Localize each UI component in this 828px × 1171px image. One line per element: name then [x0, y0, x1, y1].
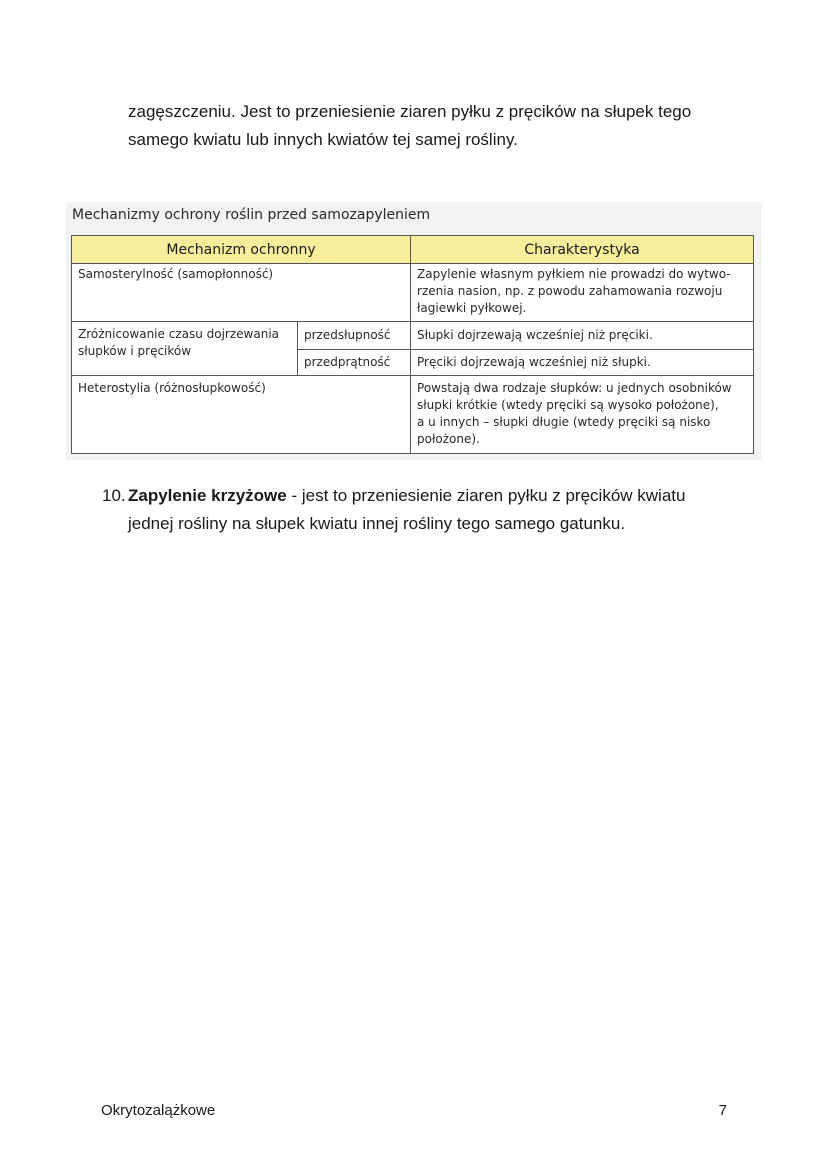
intro-line-2: samego kwiatu lub innych kwiatów tej samej rośliny. [128, 130, 518, 149]
header-mechanism: Mechanizm ochronny [72, 236, 411, 264]
sub-mechanism-cell: przedsłupność [298, 322, 411, 350]
table-caption: Mechanizmy ochrony roślin przed samozapyleniem [72, 207, 431, 223]
desc-line: położone). [417, 432, 480, 446]
desc-line: rzenia nasion, np. z powodu zahamowania rozwoju [417, 284, 723, 298]
header-characteristics: Charakterystyka [411, 236, 754, 264]
mechanism-line: słupków i pręcików [78, 344, 192, 358]
intro-paragraph [128, 98, 768, 154]
desc-line: łagiewki pyłkowej. [417, 301, 527, 315]
mechanism-cell: Samosterylność (samopłonność) [72, 264, 411, 322]
sub-mechanism-cell: przedprątność [298, 350, 411, 376]
desc-line: Zapylenie własnym pyłkiem nie prowadzi do wytwo- [417, 267, 731, 281]
description-cell: Słupki dojrzewają wcześniej niż pręciki. [411, 322, 754, 350]
mechanisms-table [71, 235, 754, 454]
desc-line: Powstają dwa rodzaje słupków: u jednych osobników [417, 381, 732, 395]
description-cell [411, 264, 754, 322]
description-cell: Pręciki dojrzewają wcześniej niż słupki. [411, 350, 754, 376]
item-text-line-2: jednej rośliny na słupek kwiatu innej rośliny tego samego gatunku. [128, 514, 626, 533]
item-term: Zapylenie krzyżowe [128, 486, 287, 505]
intro-line-1: zagęszczeniu. Jest to przeniesienie ziaren pyłku z pręcików na słupek tego [128, 102, 692, 121]
table-row [72, 322, 754, 350]
mechanism-cell [72, 322, 298, 376]
table-header-row [72, 236, 754, 264]
mechanism-line: Zróżnicowanie czasu dojrzewania [78, 327, 280, 341]
description-cell [411, 376, 754, 454]
list-item-10 [102, 482, 762, 538]
desc-line: słupki krótkie (wtedy pręciki są wysoko położone), [417, 398, 719, 412]
item-number: 10. [102, 486, 126, 505]
footer-title: Okrytozalążkowe [101, 1102, 216, 1119]
item-text: - jest to przeniesienie ziaren pyłku z pręcików kwiatu [286, 486, 686, 505]
desc-line: a u innych – słupki długie (wtedy pręciki są nisko [417, 415, 711, 429]
table-row [72, 376, 754, 454]
mechanism-cell: Heterostylia (różnosłupkowość) [72, 376, 411, 454]
table-row [72, 264, 754, 322]
page-number: 7 [718, 1102, 727, 1119]
